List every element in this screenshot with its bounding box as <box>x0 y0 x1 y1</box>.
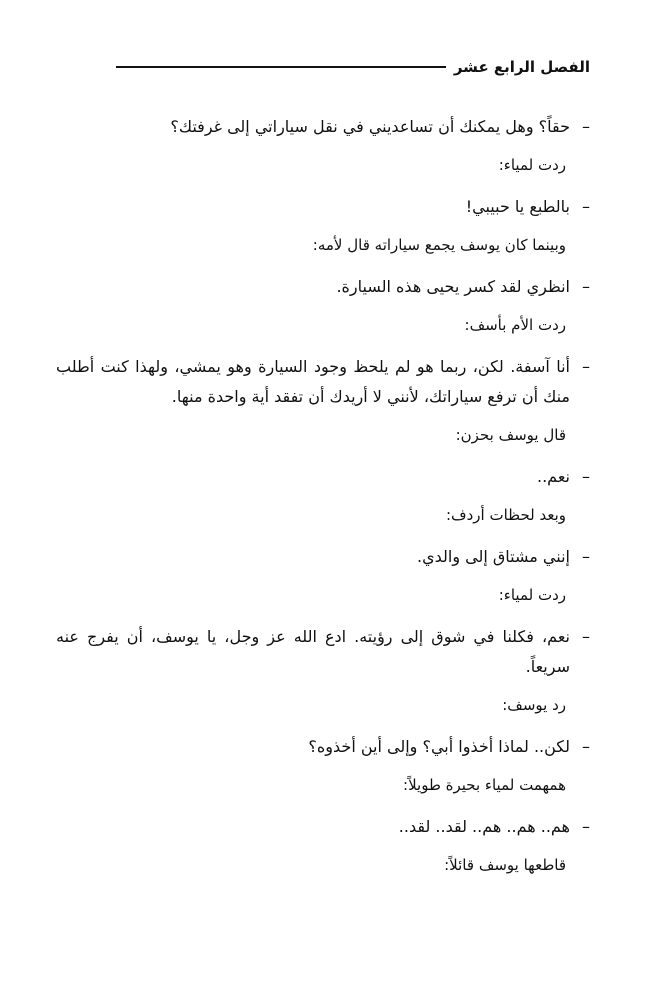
narration-line: ردت لمياء: <box>498 586 566 604</box>
narration-line: ردت الأم بأسف: <box>464 316 566 334</box>
dialog-dash: – <box>582 627 590 646</box>
dialog-line <box>56 272 590 302</box>
narration-line: همهمت لمياء بحيرة طويلاً: <box>403 776 566 794</box>
dialog-line <box>56 192 590 222</box>
dialog-line <box>56 112 590 142</box>
narration-line: وبعد لحظات أردف: <box>445 506 566 524</box>
dialog-text: نعم، فكلنا في شوق إلى رؤيته. ادع الله عز وجل، يا يوسف، أن يفرج عنه سريعاً. <box>56 627 570 676</box>
dialog-text: إنني مشتاق إلى والدي. <box>417 547 570 566</box>
dialog-text: لكن.. لماذا أخذوا أبي؟ وإلى أين أخذوه؟ <box>308 737 570 756</box>
dialog-line <box>56 732 590 762</box>
dialog-line <box>56 462 590 492</box>
narration-line: قاطعها يوسف قائلاً: <box>444 856 566 874</box>
page-body <box>56 112 590 892</box>
dialog-line <box>56 542 590 572</box>
dialog-line <box>56 352 590 412</box>
dialog-dash: – <box>582 547 590 566</box>
dialog-text: هم.. هم.. هم.. لقد.. لقد.. <box>398 817 570 836</box>
dialog-dash: – <box>582 357 590 376</box>
header-rule <box>116 66 446 68</box>
dialog-dash: – <box>582 117 590 136</box>
narration-line: وبينما كان يوسف يجمع سياراته قال لأمه: <box>312 236 566 254</box>
dialog-dash: – <box>582 467 590 486</box>
dialog-dash: – <box>582 197 590 216</box>
dialog-text: نعم.. <box>537 467 570 486</box>
page-header <box>116 58 590 76</box>
dialog-line <box>56 812 590 842</box>
narration-line: رد يوسف: <box>502 696 566 714</box>
dialog-dash: – <box>582 817 590 836</box>
dialog-dash: – <box>582 277 590 296</box>
dialog-text: حقاً؟ وهل يمكنك أن تساعديني في نقل سياراتي إلى غرفتك؟ <box>170 117 570 136</box>
chapter-title: الفصل الرابع عشر <box>453 58 590 76</box>
dialog-text: بالطبع يا حبيبي! <box>465 197 570 216</box>
dialog-text: انظري لقد كسر يحيى هذه السيارة. <box>336 277 570 296</box>
dialog-text: أنا آسفة. لكن، ربما هو لم يلحظ وجود السيارة وهو يمشي، ولهذا كنت أطلب منك أن ترفع سياراتك، لأنني لا أريدك أن تفقد أية واحدة منها. <box>56 357 570 406</box>
dialog-dash: – <box>582 737 590 756</box>
narration-line: قال يوسف بحزن: <box>455 426 566 444</box>
narration-line: ردت لمياء: <box>498 156 566 174</box>
dialog-line <box>56 622 590 682</box>
